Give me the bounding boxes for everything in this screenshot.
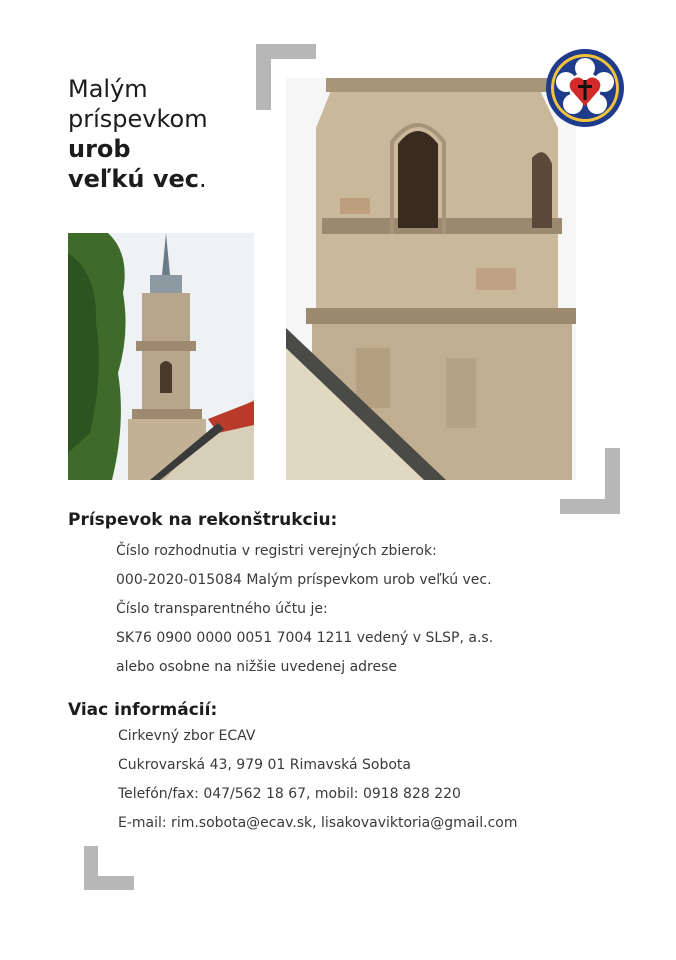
headline-line: príspevkom: [68, 105, 208, 133]
contribution-line: Číslo rozhodnutia v registri verejných zbierok:: [116, 543, 437, 559]
info-heading: Viac informácií:: [68, 700, 218, 720]
email-line: E-mail: rim.sobota@ecav.sk, lisakovaviktoria@gmail.com: [118, 815, 518, 831]
contribution-line: Číslo transparentného účtu je:: [116, 601, 328, 617]
address-line: Cukrovarská 43, 979 01 Rimavská Sobota: [118, 757, 412, 773]
contribution-heading: Príspevok na rekonštrukciu:: [68, 510, 338, 530]
headline-period: .: [198, 165, 207, 193]
church-tower-photo-large: [286, 78, 576, 480]
phone-line: Telefón/fax: 047/562 18 67, mobil: 0918 828 220: [118, 786, 461, 802]
corner-bracket-bottom-left: [84, 846, 134, 890]
account-number: SK76 0900 0000 0051 7004 1211 vedený v SLSP, a.s.: [116, 630, 494, 646]
headline-line-bold: urob: [68, 135, 131, 163]
headline-line-bold: veľkú vec: [68, 165, 199, 193]
info-line: Cirkevný zbor ECAV: [118, 728, 256, 744]
church-tower-photo-small: [68, 233, 254, 480]
contribution-line: alebo osobne na nižšie uvedenej adrese: [116, 659, 398, 675]
headline-line: Malým: [68, 75, 148, 103]
contribution-line: 000-2020-015084 Malým príspevkom urob veľkú vec.: [116, 572, 492, 588]
headline: [68, 74, 208, 194]
luther-rose-emblem: [545, 48, 625, 128]
